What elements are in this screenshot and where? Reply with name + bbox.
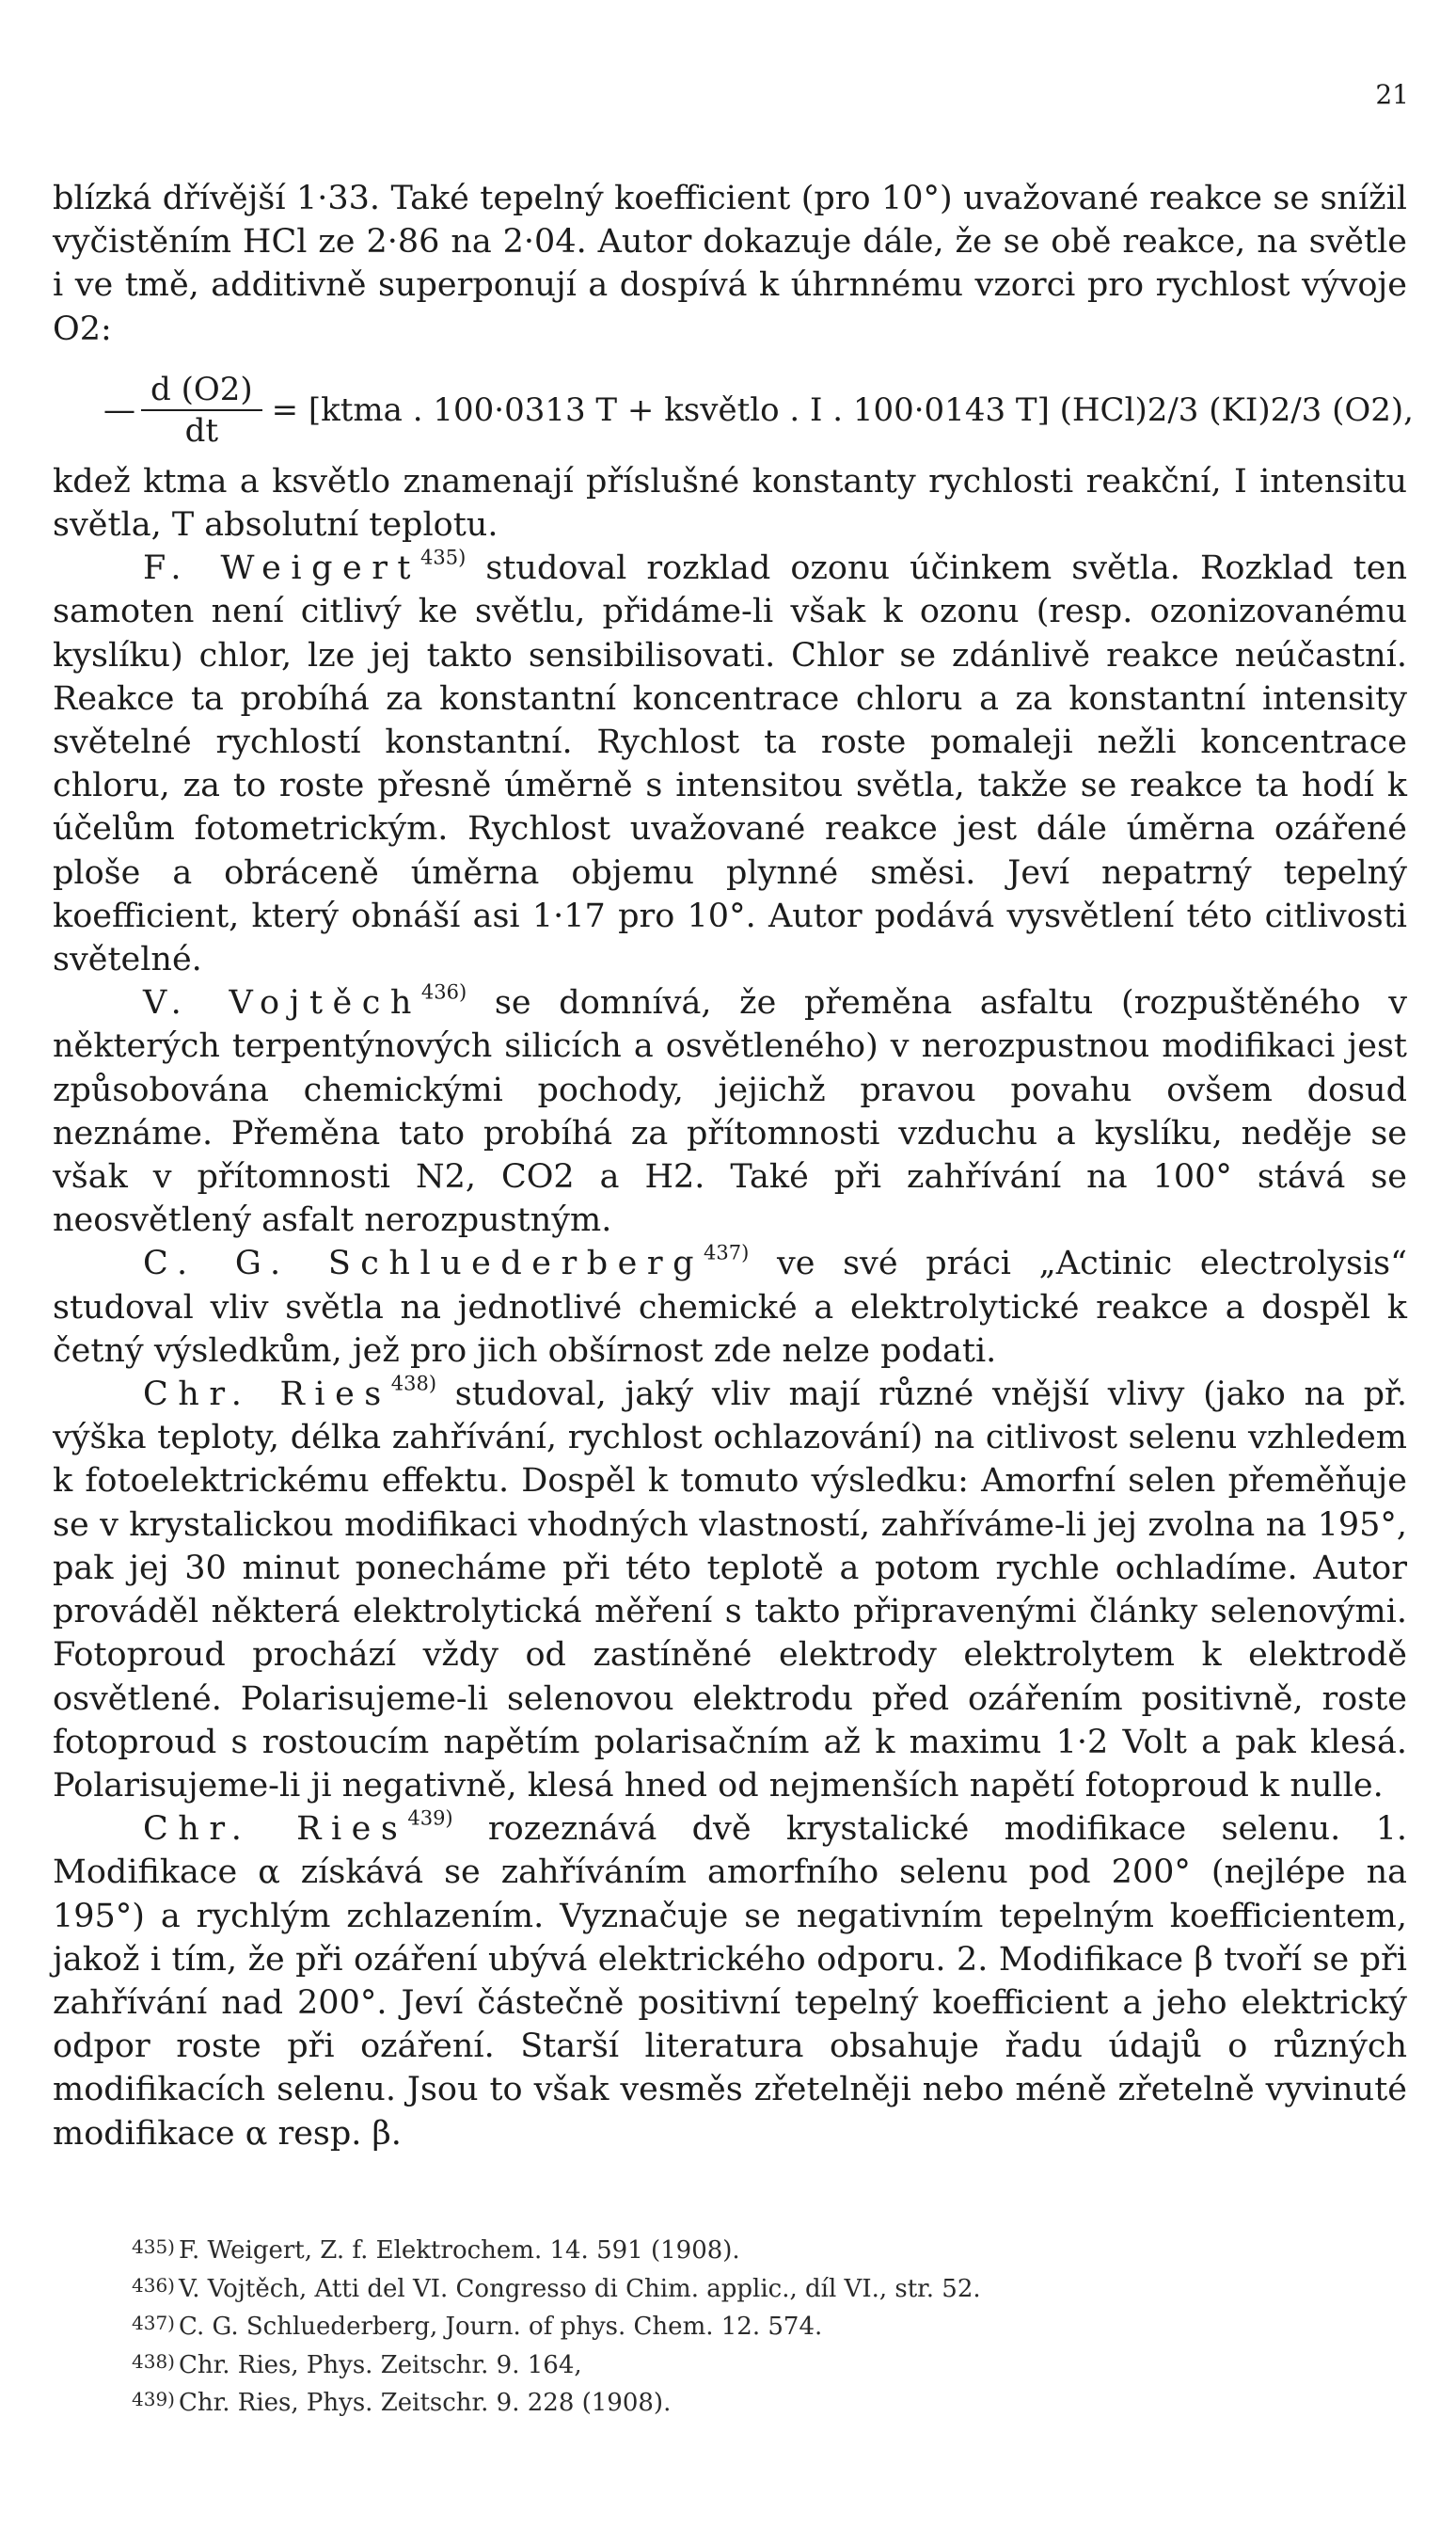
reference-marker: 435) (420, 546, 467, 569)
footnote-text: V. Vojtěch, Atti del VI. Congresso di Chim. applic., díl VI., str. 52. (179, 2274, 981, 2303)
paragraph-text: studoval rozklad ozonu účinkem světla. Rozklad ten samoten není citlivý ke světlu, přidáme-li však k ozonu (resp. ozonizovanému kyslíku) chlor, lze jej takto sensibilisovati. Chlor se zdánlivě reakce neúčastní. Reakce ta probíhá za konstantní koncentrace chloru a za konstantní intensity světelné rychlostí konstantní. Rychlost ta roste pomaleji nežli koncentrace chloru, za to roste přesně úměrně s intensitou světla, takže se reakce ta hodí k účelům fotometrickým. Rychlost uvažované reakce jest dále úměrna ozářené ploše a obráceně úměrna objemu plynné směsi. Jeví nepatrný tepelný koefficient, který obnáší asi 1·17 pro 10°. Autor podává vysvětlení této citlivosti světelné. (53, 549, 1407, 979)
paragraph-text: ve své práci „Actinic electrolysis“ studoval vliv světla na jednotlivé chemické a elektrolytické reakce a dospěl k četný výsledkům, jež pro jich obšírnost zde nelze podati. (53, 1245, 1408, 1370)
equation-rhs: = [ktma . 100·0313 T + ksvětlo . I . 100·0143 T] (HCl)2/3 (KI)2/3 (O2), (271, 390, 1414, 429)
equation-fraction (141, 370, 262, 451)
paragraph-2: kdež ktma a ksvětlo znamenají příslušné konstanty rychlosti reakční, I intensitu světla, T absolutní teplotu. (53, 462, 1407, 545)
footnote (132, 2345, 1392, 2383)
paragraph-text: rozeznává dvě krystalické modifikace selenu. 1. Modifikace α získává se zahříváním amorfního selenu pod 200° (nejlépe na 195°) a rychlým zchlazením. Vyznačuje se negativním tepelným koefficientem, jakož i tím, že při ozáření ubývá elektrického odporu. 2. Modifikace β tvoří se při zahřívání nad 200°. Jeví částečně positivní tepelný koefficient a jeho elektrický odpor roste při ozáření. Starší literatura obsahuje řadu údajů o různých modifikacích selenu. Jsou to však vesměs zřetelněji nebo méně zřetelně vyvinuté modifikace α resp. β. (53, 1810, 1407, 2153)
footnote-text: F. Weigert, Z. f. Elektrochem. 14. 591 (1908). (179, 2236, 740, 2265)
reference-marker: 438) (390, 1372, 437, 1395)
footnote-text: Chr. Ries, Phys. Zeitschr. 9. 164, (179, 2350, 582, 2379)
equation-denominator: dt (184, 411, 219, 450)
footnote-ref: 436) (132, 2273, 175, 2297)
author-name: Chr. Ries (143, 1375, 391, 1414)
footnote (132, 2382, 1392, 2421)
paragraph-schluederberg (53, 1242, 1407, 1373)
paragraph-ries-1 (53, 1373, 1407, 1807)
footnote-ref: 438) (132, 2349, 175, 2373)
equation-minus: — (103, 390, 135, 429)
paragraph-text: studoval, jaký vliv mají různé vnější vlivy (jako na př. výška teploty, délka zahřívání, rychlost ochlazování) na citlivost selenu vzhledem k fotoelektrickému effektu. Dospěl k tomuto výsledku: Amorfní selen přeměňuje se v krystalickou modifikaci vhodných vlastností, zahříváme-li jej zvolna na 195°, pak jej 30 minut ponecháme při této teplotě a potom rychle ochladíme. Autor prováděl některá elektrolytická měření s takto připravenými články selenovými. Fotoproud prochází vždy od zastíněné elektrody elektrolytem k elektrodě osvětlené. Polarisujeme-li selenovou elektrodu před ozářením positivně, roste fotoproud s rostoucím napětím polarisačním až k maximu 1·2 Volt a pak klesá. Polarisujeme-li ji negativně, klesá hned od nejmenších napětí fotoproud k nulle. (53, 1375, 1407, 1805)
footnote-text: C. G. Schluederberg, Journ. of phys. Chem. 12. 574. (179, 2313, 823, 2341)
footnotes (132, 2230, 1392, 2421)
author-name: V. Vojtěch (143, 984, 421, 1023)
footnote-text: Chr. Ries, Phys. Zeitschr. 9. 228 (1908). (179, 2389, 672, 2417)
paragraph-weigert (53, 547, 1407, 981)
author-name: F. Weigert (143, 549, 420, 588)
footnote (132, 2306, 1392, 2345)
reference-marker: 437) (704, 1241, 750, 1264)
reference-marker: 436) (420, 980, 467, 1004)
author-name: Chr. Ries (143, 1810, 408, 1849)
footnote-ref: 435) (132, 2235, 175, 2258)
paragraph-vojtech (53, 981, 1407, 1242)
equation-numerator: d (O2) (141, 370, 262, 411)
footnote-ref: 437) (132, 2312, 175, 2334)
footnote (132, 2268, 1392, 2307)
main-text (53, 177, 1414, 2155)
paragraph-text: se domnívá, že přeměna asfaltu (rozpuštěného v některých terpentýnových silicích a osvětleného) v nerozpustnou modifikaci jest způsobována chemickými pochody, jejichž pravou povahu ovšem dosud neznáme. Přeměna tato probíhá za přítomnosti vzduchu a kyslíku, neděje se však v přítomnosti N2, CO2 a H2. Také při zahřívání na 100° stává se neosvětlený asfalt nerozpustným. (53, 984, 1407, 1240)
footnote (132, 2230, 1392, 2268)
page-number: 21 (1375, 79, 1409, 110)
paragraph-ries-2 (53, 1807, 1407, 2155)
paragraph-1: blízká dřívější 1·33. Také tepelný koefficient (pro 10°) uvažované reakce se snížil vyčistěním HCl ze 2·86 na 2·04. Autor dokazuje dále, že se obě reakce, na světle i ve tmě, additivně superponují a dospívá k úhrnnému vzorci pro rychlost vývoje O2: (53, 180, 1407, 348)
equation (53, 351, 1414, 460)
reference-marker: 439) (407, 1806, 453, 1830)
author-name: C. G. Schluederberg (143, 1245, 704, 1283)
footnote-ref: 439) (132, 2388, 175, 2410)
